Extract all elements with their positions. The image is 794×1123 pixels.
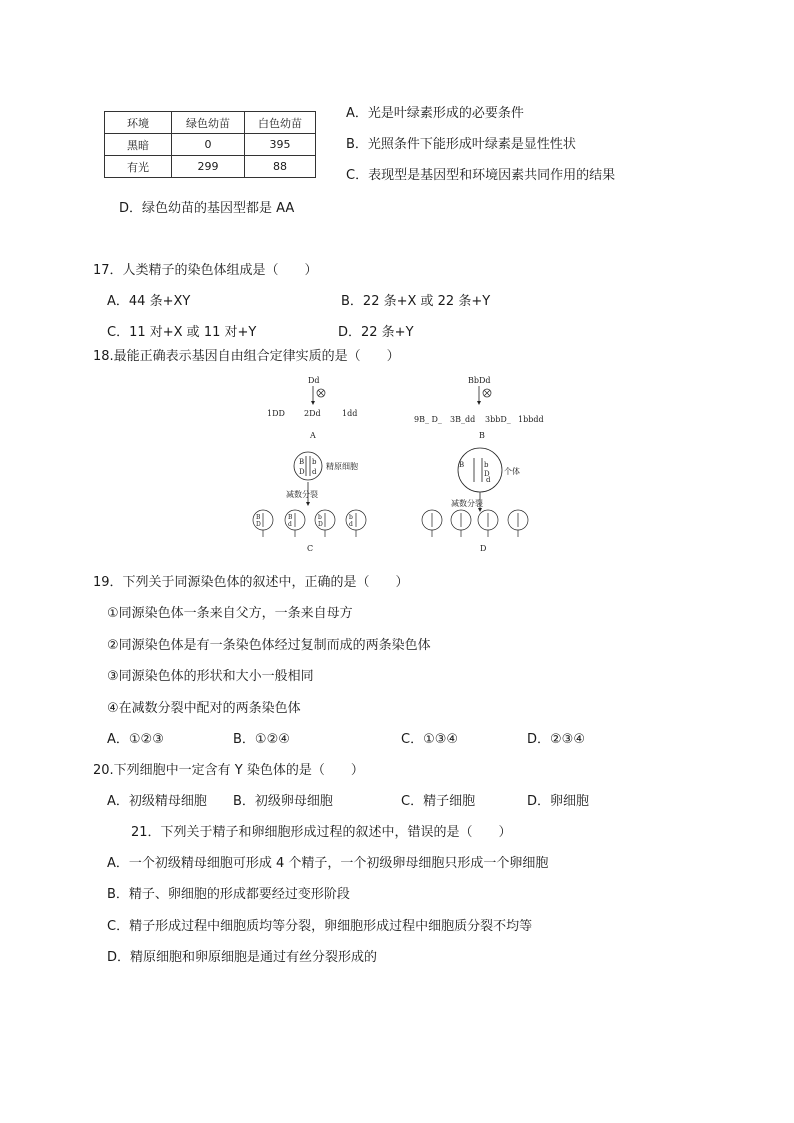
fig-d-cell-label: 个体 (504, 467, 520, 476)
q19-option-c: C．①③④ (401, 732, 459, 747)
q21-option-d: D．精原细胞和卵原细胞是通过有丝分裂形成的 (107, 950, 378, 965)
individual-cell (458, 448, 502, 492)
table-header-cell: 绿色幼苗 (172, 112, 245, 134)
q20-option-b: B．初级卵母细胞 (233, 794, 333, 809)
q16-option-c: C．表现型是基因型和环境因素共同作用的结果 (346, 168, 616, 183)
table-row (105, 134, 316, 156)
fig-b-result: 3bbD_ (485, 415, 511, 424)
svg-text:D: D (318, 521, 323, 528)
svg-text:b: b (349, 514, 353, 521)
fig-d-gametes (422, 510, 528, 537)
table-cell: 88 (245, 156, 316, 178)
table-cell: 299 (172, 156, 245, 178)
svg-text:B: B (288, 514, 293, 521)
q17-option-d: D．22 条+Y (338, 325, 414, 340)
q20-option-c: C．精子细胞 (401, 794, 476, 809)
fig-a-label: A (310, 431, 316, 440)
environment-table (104, 111, 316, 178)
table-header-cell: 白色幼苗 (245, 112, 316, 134)
q19-option-a: A．①②③ (107, 732, 164, 747)
q17-option-a: A．44 条+XY (107, 294, 191, 309)
fig-a-parent: Dd (308, 376, 320, 385)
q17-option-b: B．22 条+X 或 22 条+Y (341, 294, 491, 309)
fig-a-result: 1DD (267, 409, 285, 418)
genetics-figure (250, 370, 550, 560)
svg-text:D: D (299, 468, 305, 476)
table-cell: 0 (172, 134, 245, 156)
svg-text:d: d (312, 468, 317, 476)
svg-text:b: b (484, 461, 489, 469)
svg-text:b: b (318, 514, 322, 521)
fig-b-result: 1bbdd (518, 415, 544, 424)
q21-stem: 21．下列关于精子和卵细胞形成过程的叙述中，错误的是（ ） (131, 825, 512, 840)
fig-b-result: 3B_dd (450, 415, 476, 424)
svg-text:B: B (256, 514, 261, 521)
q17-option-c: C．11 对+X 或 11 对+Y (107, 325, 257, 340)
svg-text:d: d (288, 521, 292, 528)
svg-text:D: D (256, 521, 261, 528)
svg-text:d: d (349, 521, 353, 528)
q16-option-b: B．光照条件下能形成叶绿素是显性性状 (346, 137, 576, 152)
table-cell: 有光 (105, 156, 172, 178)
fig-b-parent: BbDd (468, 376, 491, 385)
fig-c-cell-label: 精原细胞 (326, 462, 358, 471)
q19-stem: 19．下列关于同源染色体的叙述中，正确的是（ ） (93, 575, 409, 590)
fig-d-process: 减数分裂 (451, 499, 483, 508)
fig-c-process: 减数分裂 (286, 490, 318, 499)
q19-item: ①同源染色体一条来自父方，一条来自母方 (107, 606, 353, 621)
q21-option-c: C．精子形成过程中细胞质均等分裂，卵细胞形成过程中细胞质分裂不均等 (107, 919, 533, 934)
table-cell: 黑暗 (105, 134, 172, 156)
fig-a-result: 1dd (342, 409, 358, 418)
table-row (105, 156, 316, 178)
q18-stem: 18.最能正确表示基因自由组合定律实质的是（ ） (93, 349, 400, 364)
q19-option-b: B．①②④ (233, 732, 290, 747)
svg-text:b: b (312, 458, 317, 466)
table-cell: 395 (245, 134, 316, 156)
q17-stem: 17．人类精子的染色体组成是（ ） (93, 263, 318, 278)
svg-text:B: B (459, 461, 465, 469)
table-header-row (105, 112, 316, 134)
svg-text:B: B (299, 458, 305, 466)
q21-option-b: B．精子、卵细胞的形成都要经过变形阶段 (107, 887, 350, 902)
q21-option-a: A．一个初级精母细胞可形成 4 个精子，一个初级卵母细胞只形成一个卵细胞 (107, 856, 549, 871)
q16-option-d: D．绿色幼苗的基因型都是 AA (119, 201, 295, 216)
q19-item: ②同源染色体是有一条染色体经过复制而成的两条染色体 (107, 638, 431, 653)
fig-b-result: 9B_ D_ (414, 415, 442, 424)
fig-d-label: D (480, 544, 487, 553)
fig-a-result: 2Dd (304, 409, 321, 418)
q20-option-d: D．卵细胞 (527, 794, 590, 809)
q20-option-a: A．初级精母细胞 (107, 794, 207, 809)
fig-b-label: B (479, 431, 485, 440)
table-header-cell: 环境 (105, 112, 172, 134)
q16-option-a: A．光是叶绿素形成的必要条件 (346, 106, 524, 121)
q19-option-d: D．②③④ (527, 732, 585, 747)
q20-stem: 20.下列细胞中一定含有 Y 染色体的是（ ） (93, 763, 364, 778)
svg-text:d: d (486, 476, 491, 484)
q19-item: ③同源染色体的形状和大小一般相同 (107, 669, 314, 684)
fig-c-label: C (307, 544, 314, 553)
q19-item: ④在减数分裂中配对的两条染色体 (107, 701, 301, 716)
svg-text:D: D (484, 470, 490, 478)
fig-c-gametes (253, 510, 366, 537)
